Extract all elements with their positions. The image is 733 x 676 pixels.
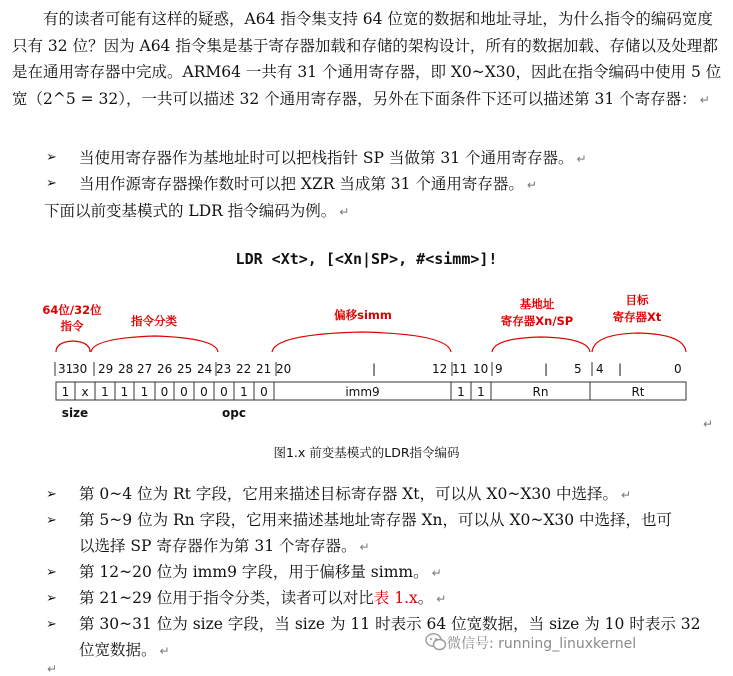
bit-number: 11	[452, 362, 468, 376]
paragraph-mark-icon: ↵	[703, 417, 714, 431]
bit-number: 31	[58, 362, 74, 376]
bullet-xzr-text: 当用作源寄存器操作数时可以把 XZR 当成第 31 个通用寄存器。	[79, 175, 524, 193]
encoding-cell: 1	[61, 385, 70, 399]
brace-category	[91, 336, 218, 352]
bullet-arrow-icon: ➢	[46, 565, 57, 580]
wechat-icon	[425, 632, 447, 652]
group-category-label: 指令分类	[131, 314, 177, 328]
ldr-encoding-diagram	[0, 290, 733, 440]
bit-number: 20	[276, 362, 292, 376]
encoding-cell: 0	[160, 385, 169, 399]
encoding-cell: 0	[220, 385, 228, 399]
paragraph-mark-icon: ↵	[621, 488, 632, 502]
bullet-size-text: 第 30~31 位为 size 字段，当 size 为 11 时表示 64 位宽数据，当 size 为 10 时表示 32	[79, 615, 701, 633]
bullet-rt	[79, 482, 631, 504]
intro-paragraph	[12, 6, 724, 113]
encoding-cell: Rt	[631, 385, 645, 399]
watermark-text: 微信号: running_linuxkernel	[447, 636, 637, 652]
bullet-imm9-text: 第 12~20 位为 imm9 字段，用于偏移量 simm。	[79, 563, 429, 581]
table-reference-link[interactable]: 表 1.x	[373, 589, 418, 607]
brace-base	[492, 337, 590, 352]
encoding-cell: 1	[140, 385, 149, 399]
watermark	[447, 633, 636, 653]
paragraph-mark-icon: ↵	[526, 178, 537, 192]
bit-number: 4	[596, 362, 604, 376]
bit-number: |	[544, 362, 549, 376]
group-target-label-2: 寄存器Xt	[612, 310, 662, 324]
paragraph-mark-icon: ↵	[359, 540, 370, 554]
paragraph-mark-icon: ↵	[159, 644, 170, 658]
bullet-arrow-icon: ➢	[46, 513, 57, 528]
bit-number: |	[372, 362, 377, 376]
bit-number: 22	[236, 362, 252, 376]
brace-target	[592, 333, 686, 352]
bit-number: 29	[98, 362, 114, 376]
bit-number: 24	[197, 362, 213, 376]
bullet-xzr	[79, 172, 537, 194]
bullet-size	[79, 612, 701, 634]
encoding-cell: 0	[200, 385, 208, 399]
figure-caption-text: 图1.x 前变基模式的LDR指令编码	[273, 445, 460, 460]
encoding-cell: imm9	[345, 385, 380, 399]
bullet-category-text: 第 21~29 位用于指令分类，读者可以对比	[79, 589, 374, 607]
bit-number: 25	[177, 362, 193, 376]
bullet-rn-text: 第 5~9 位为 Rn 字段，它用来描述基地址寄存器 Xn，可以从 X0~X30 中选择，也可	[79, 511, 673, 529]
group-base-label: 基地址	[519, 297, 555, 311]
bullet-rn-cont-text: 以选择 SP 寄存器作为第 31 个寄存器。	[79, 537, 357, 555]
bullet-size-cont	[79, 638, 170, 660]
label-size: size	[61, 406, 89, 420]
bit-number: 26	[157, 362, 173, 376]
bullet-arrow-icon: ➢	[46, 176, 57, 191]
group-offset-label: 偏移simm	[334, 308, 392, 322]
encoding-cell: 1	[120, 385, 129, 399]
brace-size	[56, 341, 90, 352]
bit-number: 5	[574, 362, 582, 376]
encoding-cell: 1	[101, 385, 109, 399]
encoding-cell: 1	[240, 385, 248, 399]
bit-number: 12	[432, 362, 448, 376]
brace-offset	[272, 332, 451, 352]
bullet-sp-text: 当使用寄存器作为基地址时可以把栈指针 SP 当做第 31 个通用寄存器。	[79, 149, 574, 167]
encoding-cell: Rn	[532, 385, 549, 399]
group-size-label-2: 指令	[60, 319, 84, 333]
bullet-rn-cont	[79, 534, 370, 556]
bullet-arrow-icon: ➢	[46, 591, 57, 606]
bullet-sp	[79, 146, 587, 168]
bullet-imm9	[79, 560, 442, 582]
paragraph-mark-icon: ↵	[699, 92, 710, 107]
bit-number: 27	[137, 362, 153, 376]
bit-number: 9	[495, 362, 503, 376]
paragraph-mark-icon: ↵	[431, 566, 442, 580]
encoding-cell: 1	[477, 385, 485, 399]
encoding-cell: 1	[457, 385, 465, 399]
bit-number: 28	[118, 362, 134, 376]
bit-number: 30	[72, 362, 88, 376]
ldr-formula: LDR <Xt>, [<Xn|SP>, #<simm>]!	[235, 250, 498, 268]
encoding-cell: 0	[260, 385, 268, 399]
encoding-cell: 0	[180, 385, 188, 399]
bullet-category-end: 。	[417, 589, 434, 607]
example-line	[44, 199, 349, 221]
group-size-label: 64位/32位	[42, 303, 102, 317]
bullet-arrow-icon: ➢	[46, 617, 57, 632]
paragraph-mark-icon: ↵	[436, 592, 447, 606]
bullet-category	[79, 586, 446, 608]
example-line-text: 下面以前变基模式的 LDR 指令编码为例。	[44, 202, 337, 220]
paragraph-mark-icon: ↵	[339, 205, 350, 219]
bit-number: 0	[674, 362, 682, 376]
bullet-rt-text: 第 0~4 位为 Rt 字段，它用来描述目标寄存器 Xt，可以从 X0~X30 中选择。	[79, 485, 619, 503]
group-target-label: 目标	[625, 293, 649, 307]
bit-number: 21	[256, 362, 272, 376]
group-base-label-2: 寄存器Xn/SP	[500, 314, 574, 328]
figure-caption	[0, 443, 733, 461]
bullet-arrow-icon: ➢	[46, 150, 57, 165]
intro-paragraph-text: 有的读者可能有这样的疑惑，A64 指令集支持 64 位宽的数据和地址寻址，为什么指令的编码宽度只有 32 位？因为 A64 指令集是基于寄存器加载和存储的架构设计，所有的数据加载、存储以及处理都是在通用寄存器中完成。ARM64 一共有 31 个通用寄存器，即 X0~X30，因此在指令编码中使用 5 位宽（2^5 = 32），一共可以描述 32 个通用寄存器，另外在下面条件下还可以描述第 31 个寄存器：	[12, 10, 722, 108]
paragraph-mark-icon: ↵	[47, 662, 58, 676]
label-opc: opc	[222, 406, 246, 420]
bit-number: 10	[473, 362, 489, 376]
bullet-rn	[79, 508, 672, 530]
bullet-arrow-icon: ➢	[46, 487, 57, 502]
bit-number: 23	[216, 362, 232, 376]
paragraph-mark-icon: ↵	[576, 152, 587, 166]
bit-number: |	[618, 362, 623, 376]
bullet-size-cont-text: 位宽数据。	[79, 641, 157, 659]
encoding-cell: x	[81, 385, 89, 399]
